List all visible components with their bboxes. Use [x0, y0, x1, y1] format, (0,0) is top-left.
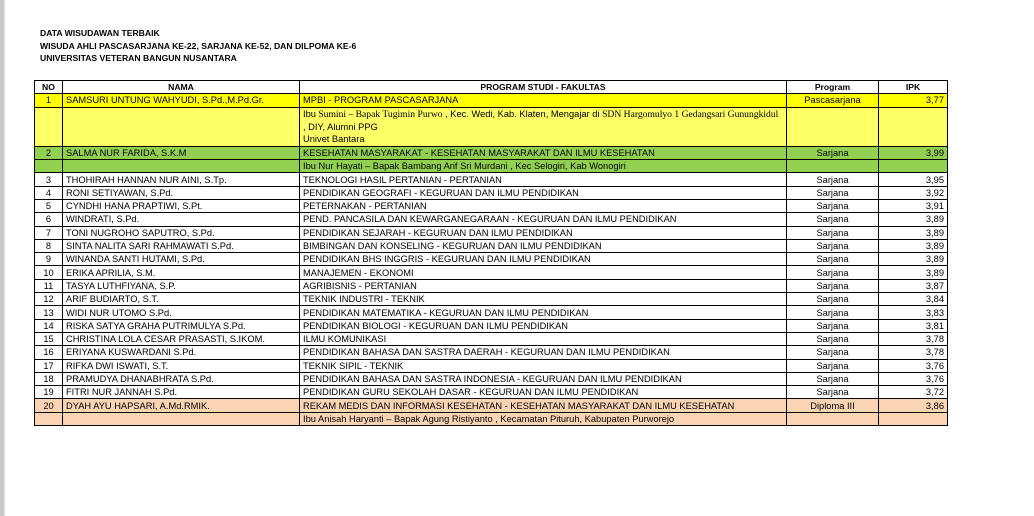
cell-prodi: BIMBINGAN DAN KONSELING - KEGURUAN DAN ILMU PENDIDIKAN — [300, 239, 787, 252]
cell-ipk: 3,78 — [879, 346, 948, 359]
col-header-program: Program — [787, 81, 879, 94]
cell-nama: SAMSURI UNTUNG WAHYUDI, S.Pd.,M.Pd.Gr. — [63, 94, 300, 107]
cell-nama: TASYA LUTHFIYANA, S.P. — [63, 279, 300, 292]
cell-prodi: KESEHATAN MASYARAKAT - KESEHATAN MASYARAKAT DAN ILMU KESEHATAN — [300, 146, 787, 159]
cell-ipk: 3,77 — [879, 94, 948, 107]
cell-note — [300, 107, 787, 146]
cell-nama: WINANDA SANTI HUTAMI, S.Pd. — [63, 253, 300, 266]
cell-program: Sarjana — [787, 293, 879, 306]
cell-program: Sarjana — [787, 306, 879, 319]
table-row — [35, 359, 948, 372]
col-header-prodi: PROGRAM STUDI - FAKULTAS — [300, 81, 787, 94]
cell-empty — [879, 107, 948, 146]
cell-no: 5 — [35, 200, 63, 213]
note-text: Ibu — [303, 108, 316, 119]
cell-program: Diploma III — [787, 399, 879, 412]
cell-prodi: PEND. PANCASILA DAN KEWARGANEGARAAN - KEGURUAN DAN ILMU PENDIDIKAN — [300, 213, 787, 226]
cell-note: Ibu Nur Hayati – Bapak Bambang Arif Sri Murdani , Kec Selogiri, Kab Wonogiri — [300, 160, 787, 173]
table-row — [35, 306, 948, 319]
cell-note: Ibu Anisah Haryanti – Bapak Agung Ristiyanto , Kecamatan Pituruh, Kabupaten Purworejo — [300, 412, 787, 425]
table-note-row — [35, 107, 948, 146]
header-subtitle: WISUDA AHLI PASCASARJANA KE-22, SARJANA KE-52, DAN DILPOMA KE-6 — [40, 40, 357, 51]
cell-no: 13 — [35, 306, 63, 319]
table-row — [35, 253, 948, 266]
table-row — [35, 386, 948, 399]
cell-ipk: 3,95 — [879, 173, 948, 186]
cell-nama: RISKA SATYA GRAHA PUTRIMULYA S.Pd. — [63, 319, 300, 332]
cell-no: 1 — [35, 94, 63, 107]
cell-prodi: PENDIDIKAN BAHASA DAN SASTRA INDONESIA - KEGURUAN DAN ILMU PENDIDIKAN — [300, 372, 787, 385]
cell-empty — [787, 107, 879, 146]
cell-empty — [879, 160, 948, 173]
cell-empty — [63, 412, 300, 425]
document-header — [40, 27, 356, 65]
cell-ipk: 3,89 — [879, 226, 948, 239]
cell-prodi: MPBI - PROGRAM PASCASARJANA — [300, 94, 787, 107]
cell-program: Sarjana — [787, 319, 879, 332]
cell-empty — [35, 107, 63, 146]
cell-ipk: 3,86 — [879, 399, 948, 412]
cell-no: 14 — [35, 319, 63, 332]
table-row — [35, 200, 948, 213]
table-row — [35, 399, 948, 412]
cell-prodi: MANAJEMEN - EKONOMI — [300, 266, 787, 279]
cell-prodi: PENDIDIKAN SEJARAH - KEGURUAN DAN ILMU PENDIDIKAN — [300, 226, 787, 239]
table-row — [35, 173, 948, 186]
col-header-no: NO — [35, 81, 63, 94]
note-text: SDN Hargomulyo 1 Gedangsari Gunungkidul — [602, 108, 779, 120]
cell-empty — [35, 412, 63, 425]
cell-program: Sarjana — [787, 253, 879, 266]
cell-ipk: 3,91 — [879, 200, 948, 213]
cell-ipk: 3,89 — [879, 266, 948, 279]
page-left-edge-shadow — [4, 0, 5, 516]
cell-prodi: REKAM MEDIS DAN INFORMASI KESEHATAN - KESEHATAN MASYARAKAT DAN ILMU KESEHATAN — [300, 399, 787, 412]
cell-no: 8 — [35, 239, 63, 252]
table-note-row — [35, 160, 948, 173]
table-row — [35, 266, 948, 279]
cell-ipk: 3,76 — [879, 359, 948, 372]
cell-nama: WIDI NUR UTOMO S.Pd. — [63, 306, 300, 319]
cell-program: Sarjana — [787, 332, 879, 345]
cell-program: Sarjana — [787, 226, 879, 239]
cell-ipk: 3,81 — [879, 319, 948, 332]
table-row — [35, 293, 948, 306]
cell-nama: ARIF BUDIARTO, S.T. — [63, 293, 300, 306]
cell-ipk: 3,92 — [879, 186, 948, 199]
cell-empty — [879, 412, 948, 425]
cell-prodi: PENDIDIKAN GEOGRAFI - KEGURUAN DAN ILMU PENDIDIKAN — [300, 186, 787, 199]
table-row — [35, 186, 948, 199]
cell-nama: SINTA NALITA SARI RAHMAWATI S.Pd. — [63, 239, 300, 252]
col-header-ipk: IPK — [879, 81, 948, 94]
cell-empty — [63, 107, 300, 146]
col-header-nama: NAMA — [63, 81, 300, 94]
cell-no: 15 — [35, 332, 63, 345]
cell-prodi: TEKNIK INDUSTRI - TEKNIK — [300, 293, 787, 306]
cell-prodi: AGRIBISNIS - PERTANIAN — [300, 279, 787, 292]
cell-no: 11 — [35, 279, 63, 292]
cell-no: 3 — [35, 173, 63, 186]
cell-program: Sarjana — [787, 279, 879, 292]
cell-ipk: 3,89 — [879, 239, 948, 252]
cell-nama: ERIYANA KUSWARDANI S.Pd. — [63, 346, 300, 359]
cell-no: 4 — [35, 186, 63, 199]
cell-nama: TONI NUGROHO SAPUTRO, S.Pd. — [63, 226, 300, 239]
cell-ipk: 3,99 — [879, 146, 948, 159]
table-row — [35, 213, 948, 226]
cell-nama: SALMA NUR FARIDA, S.K.M — [63, 146, 300, 159]
cell-program: Sarjana — [787, 266, 879, 279]
cell-empty — [787, 412, 879, 425]
cell-prodi: PENDIDIKAN BIOLOGI - KEGURUAN DAN ILMU PENDIDIKAN — [300, 319, 787, 332]
cell-no: 12 — [35, 293, 63, 306]
cell-program: Sarjana — [787, 386, 879, 399]
note-text: Sumini – Bapak Tugimin Purwo — [315, 108, 443, 120]
cell-program: Pascasarjana — [787, 94, 879, 107]
cell-ipk: 3,84 — [879, 293, 948, 306]
cell-nama: THOHIRAH HANNAN NUR AINI, S.Tp. — [63, 173, 300, 186]
table-row — [35, 226, 948, 239]
cell-no: 9 — [35, 253, 63, 266]
header-university: UNIVERSITAS VETERAN BANGUN NUSANTARA — [40, 53, 237, 64]
cell-no: 6 — [35, 213, 63, 226]
cell-empty — [63, 160, 300, 173]
cell-nama: WINDRATI, S.Pd. — [63, 213, 300, 226]
cell-prodi: PETERNAKAN - PERTANIAN — [300, 200, 787, 213]
cell-empty — [787, 160, 879, 173]
cell-program: Sarjana — [787, 346, 879, 359]
cell-program: Sarjana — [787, 213, 879, 226]
cell-empty — [35, 160, 63, 173]
cell-ipk: 3,78 — [879, 332, 948, 345]
table-row — [35, 146, 948, 159]
table-row — [35, 239, 948, 252]
cell-ipk: 3,87 — [879, 279, 948, 292]
cell-nama: ERIKA APRILIA, S.M. — [63, 266, 300, 279]
cell-nama: CHRISTINA LOLA CESAR PRASASTI, S.IKOM. — [63, 332, 300, 345]
table-row — [35, 372, 948, 385]
cell-ipk: 3,72 — [879, 386, 948, 399]
graduates-table — [34, 80, 948, 426]
cell-program: Sarjana — [787, 186, 879, 199]
cell-nama: RONI SETIYAWAN, S.Pd. — [63, 186, 300, 199]
cell-no: 10 — [35, 266, 63, 279]
cell-no: 16 — [35, 346, 63, 359]
table-note-row — [35, 412, 948, 425]
cell-no: 2 — [35, 146, 63, 159]
cell-program: Sarjana — [787, 200, 879, 213]
cell-no: 7 — [35, 226, 63, 239]
note-text: , Kec. Wedi, Kab. Klaten, Mengajar di — [442, 108, 603, 119]
cell-nama: FITRI NUR JANNAH S.Pd. — [63, 386, 300, 399]
table-header-row — [35, 81, 948, 94]
table-row — [35, 279, 948, 292]
table-row — [35, 319, 948, 332]
cell-nama: RIFKA DWI ISWATI, S.T. — [63, 359, 300, 372]
cell-prodi: ILMU KOMUNIKASI — [300, 332, 787, 345]
cell-ipk: 3,89 — [879, 213, 948, 226]
cell-program: Sarjana — [787, 359, 879, 372]
header-title: DATA WISUDAWAN TERBAIK — [40, 28, 160, 38]
cell-no: 18 — [35, 372, 63, 385]
cell-nama: DYAH AYU HAPSARI, A.Md.RMIK. — [63, 399, 300, 412]
table-row — [35, 346, 948, 359]
cell-prodi: PENDIDIKAN MATEMATIKA - KEGURUAN DAN ILMU PENDIDIKAN — [300, 306, 787, 319]
cell-program: Sarjana — [787, 239, 879, 252]
cell-prodi: TEKNOLOGI HASIL PERTANIAN - PERTANIAN — [300, 173, 787, 186]
cell-ipk: 3,89 — [879, 253, 948, 266]
cell-program: Sarjana — [787, 173, 879, 186]
table-row — [35, 332, 948, 345]
cell-program: Sarjana — [787, 372, 879, 385]
cell-ipk: 3,76 — [879, 372, 948, 385]
cell-no: 17 — [35, 359, 63, 372]
cell-no: 20 — [35, 399, 63, 412]
table-row — [35, 94, 948, 107]
cell-program: Sarjana — [787, 146, 879, 159]
cell-no: 19 — [35, 386, 63, 399]
cell-prodi: PENDIDIKAN BHS INGGRIS - KEGURUAN DAN ILMU PENDIDIKAN — [300, 253, 787, 266]
note-text: Univet Bantara — [303, 134, 365, 145]
cell-nama: PRAMUDYA DHANABHRATA S.Pd. — [63, 372, 300, 385]
cell-prodi: TEKNIK SIPIL - TEKNIK — [300, 359, 787, 372]
note-text: , DIY, Alumni PPG — [303, 122, 378, 132]
cell-prodi: PENDIDIKAN GURU SEKOLAH DASAR - KEGURUAN DAN ILMU PENDIDIKAN — [300, 386, 787, 399]
cell-prodi: PENDIDIKAN BAHASA DAN SASTRA DAERAH - KEGURUAN DAN ILMU PENDIDIKAN — [300, 346, 787, 359]
cell-ipk: 3,83 — [879, 306, 948, 319]
cell-nama: CYNDHI HANA PRAPTIWI, S.Pt. — [63, 200, 300, 213]
